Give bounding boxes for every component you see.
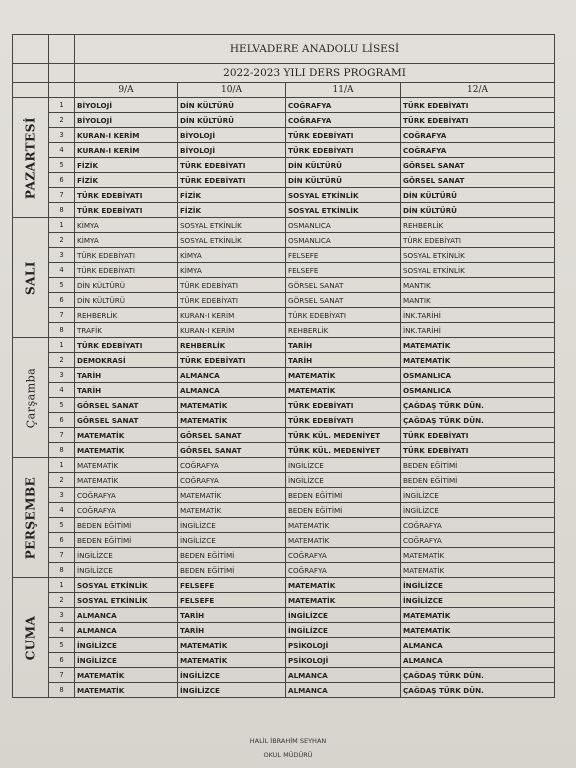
lesson-cell: TARİH <box>75 383 178 398</box>
lesson-cell: GÖRSEL SANAT <box>178 443 286 458</box>
lesson-row <box>13 203 555 218</box>
lesson-cell: SOSYAL ETKİNLİK <box>286 188 401 203</box>
period-number: 1 <box>49 578 75 593</box>
lesson-cell: TÜRK EDEBİYATI <box>286 413 401 428</box>
lesson-cell: SOSYAL ETKİNLİK <box>75 578 178 593</box>
period-number: 6 <box>49 413 75 428</box>
lesson-row <box>13 218 555 233</box>
lesson-cell: REHBERLİK <box>178 338 286 353</box>
lesson-cell: COĞRAFYA <box>286 98 401 113</box>
lesson-cell: İNGİLİZCE <box>75 548 178 563</box>
lesson-cell: PSİKOLOJİ <box>286 638 401 653</box>
lesson-cell: BEDEN EĞİTİMİ <box>401 473 555 488</box>
period-number: 6 <box>49 173 75 188</box>
lesson-row <box>13 323 555 338</box>
lesson-cell: BEDEN EĞİTİMİ <box>286 488 401 503</box>
lesson-cell: MATEMATİK <box>286 518 401 533</box>
lesson-row <box>13 458 555 473</box>
lesson-cell: MATEMATİK <box>178 398 286 413</box>
lesson-cell: MATEMATİK <box>178 653 286 668</box>
lesson-cell: REHBERLİK <box>286 323 401 338</box>
day-label-cell <box>13 338 49 458</box>
lesson-cell: TÜRK EDEBİYATI <box>401 98 555 113</box>
period-number: 6 <box>49 653 75 668</box>
period-number: 8 <box>49 563 75 578</box>
lesson-cell: SOSYAL ETKİNLİK <box>178 218 286 233</box>
lesson-cell: COĞRAFYA <box>75 503 178 518</box>
timetable-sheet <box>12 34 554 698</box>
lesson-row <box>13 158 555 173</box>
lesson-row <box>13 293 555 308</box>
class-header: 10/A <box>178 83 286 98</box>
period-number: 2 <box>49 113 75 128</box>
lesson-cell: TÜRK EDEBİYATI <box>75 248 178 263</box>
lesson-cell: TARİH <box>75 368 178 383</box>
lesson-row <box>13 188 555 203</box>
lesson-cell: ÇAĞDAŞ TÜRK DÜN. <box>401 398 555 413</box>
lesson-row <box>13 548 555 563</box>
lesson-row <box>13 428 555 443</box>
lesson-cell: TARİH <box>286 338 401 353</box>
school-name: HELVADERE ANADOLU LİSESİ <box>75 35 555 64</box>
lesson-cell: MATEMATİK <box>401 353 555 368</box>
lesson-cell: DİN KÜLTÜRÜ <box>178 113 286 128</box>
lesson-cell: MATEMATİK <box>286 578 401 593</box>
lesson-cell: FELSEFE <box>178 593 286 608</box>
lesson-cell: İNGİLİZCE <box>401 488 555 503</box>
period-number: 1 <box>49 338 75 353</box>
lesson-cell: COĞRAFYA <box>401 128 555 143</box>
period-number: 7 <box>49 668 75 683</box>
lesson-cell: ALMANCA <box>401 653 555 668</box>
period-number: 5 <box>49 398 75 413</box>
day-name: SALI <box>23 260 37 295</box>
day-name: PAZARTESİ <box>23 116 37 199</box>
period-number: 8 <box>49 323 75 338</box>
lesson-cell: TÜRK EDEBİYATI <box>286 128 401 143</box>
lesson-cell: ÇAĞDAŞ TÜRK DÜN. <box>401 683 555 698</box>
lesson-cell: SOSYAL ETKİNLİK <box>401 263 555 278</box>
lesson-row <box>13 98 555 113</box>
lesson-row <box>13 128 555 143</box>
lesson-cell: SOSYAL ETKİNLİK <box>286 203 401 218</box>
lesson-row <box>13 413 555 428</box>
lesson-cell: PSİKOLOJİ <box>286 653 401 668</box>
day-name: Çarşamba <box>24 367 37 428</box>
period-number: 6 <box>49 293 75 308</box>
lesson-cell: TÜRK EDEBİYATI <box>178 278 286 293</box>
lesson-cell: TÜRK EDEBİYATI <box>401 113 555 128</box>
lesson-cell: DİN KÜLTÜRÜ <box>401 203 555 218</box>
lesson-cell: GÖRSEL SANAT <box>178 428 286 443</box>
lesson-cell: BİYOLOJİ <box>178 128 286 143</box>
period-number: 3 <box>49 608 75 623</box>
class-header: 12/A <box>401 83 555 98</box>
lesson-cell: BEDEN EĞİTİMİ <box>75 533 178 548</box>
timetable <box>12 34 555 698</box>
lesson-cell: TÜRK EDEBİYATI <box>401 443 555 458</box>
lesson-cell: MATEMATİK <box>178 488 286 503</box>
lesson-cell: FİZİK <box>75 158 178 173</box>
lesson-cell: KİMYA <box>75 233 178 248</box>
period-number: 1 <box>49 98 75 113</box>
lesson-row <box>13 368 555 383</box>
lesson-cell: MATEMATİK <box>286 383 401 398</box>
lesson-cell: MATEMATİK <box>286 593 401 608</box>
lesson-cell: ALMANCA <box>75 623 178 638</box>
lesson-cell: İNK.TARİHİ <box>401 323 555 338</box>
lesson-cell: GÖRSEL SANAT <box>286 278 401 293</box>
period-number: 5 <box>49 158 75 173</box>
lesson-cell: İNGİLİZCE <box>75 653 178 668</box>
period-number: 3 <box>49 488 75 503</box>
period-number: 1 <box>49 458 75 473</box>
lesson-cell: MATEMATİK <box>75 443 178 458</box>
lesson-cell: BEDEN EĞİTİMİ <box>75 518 178 533</box>
lesson-cell: OSMANLICA <box>401 383 555 398</box>
period-number: 4 <box>49 383 75 398</box>
lesson-cell: FİZİK <box>178 203 286 218</box>
lesson-cell: TÜRK EDEBİYATI <box>178 158 286 173</box>
lesson-cell: TÜRK EDEBİYATI <box>286 308 401 323</box>
lesson-cell: TÜRK EDEBİYATI <box>401 428 555 443</box>
lesson-row <box>13 233 555 248</box>
lesson-cell: MANTIK <box>401 278 555 293</box>
lesson-row <box>13 383 555 398</box>
lesson-row <box>13 653 555 668</box>
day-label-cell <box>13 578 49 698</box>
lesson-cell: BİYOLOJİ <box>75 98 178 113</box>
class-header: 11/A <box>286 83 401 98</box>
lesson-cell: COĞRAFYA <box>178 458 286 473</box>
lesson-cell: OSMANLICA <box>401 368 555 383</box>
lesson-row <box>13 308 555 323</box>
lesson-row <box>13 623 555 638</box>
lesson-row <box>13 473 555 488</box>
lesson-cell: TÜRK EDEBİYATI <box>178 353 286 368</box>
lesson-cell: KİMYA <box>75 218 178 233</box>
lesson-row <box>13 113 555 128</box>
lesson-cell: MATEMATİK <box>401 623 555 638</box>
lesson-cell: COĞRAFYA <box>75 488 178 503</box>
lesson-cell: FİZİK <box>75 173 178 188</box>
lesson-row <box>13 668 555 683</box>
lesson-cell: MATEMATİK <box>75 473 178 488</box>
lesson-cell: DİN KÜLTÜRÜ <box>286 173 401 188</box>
lesson-row <box>13 608 555 623</box>
lesson-cell: TÜRK EDEBİYATI <box>286 143 401 158</box>
period-number: 8 <box>49 203 75 218</box>
lesson-cell: FİZİK <box>178 188 286 203</box>
period-number: 6 <box>49 533 75 548</box>
lesson-cell: DİN KÜLTÜRÜ <box>401 188 555 203</box>
lesson-cell: MATEMATİK <box>178 638 286 653</box>
period-number: 4 <box>49 623 75 638</box>
lesson-cell: TÜRK EDEBİYATI <box>75 188 178 203</box>
lesson-cell: GÖRSEL SANAT <box>286 293 401 308</box>
lesson-cell: COĞRAFYA <box>178 473 286 488</box>
lesson-cell: ALMANCA <box>75 608 178 623</box>
header-corner-cell <box>49 35 75 64</box>
lesson-cell: İNGİLİZCE <box>286 458 401 473</box>
lesson-cell: İNGİLİZCE <box>286 473 401 488</box>
lesson-cell: COĞRAFYA <box>401 143 555 158</box>
lesson-cell: TÜRK EDEBİYATI <box>75 263 178 278</box>
lesson-cell: ALMANCA <box>286 668 401 683</box>
lesson-row <box>13 248 555 263</box>
period-number: 7 <box>49 548 75 563</box>
lesson-cell: BİYOLOJİ <box>75 113 178 128</box>
lesson-cell: COĞRAFYA <box>401 533 555 548</box>
lesson-cell: COĞRAFYA <box>286 113 401 128</box>
header-corner-cell <box>13 35 49 64</box>
lesson-cell: TARİH <box>178 623 286 638</box>
lesson-row <box>13 533 555 548</box>
lesson-cell: ALMANCA <box>178 368 286 383</box>
lesson-cell: İNGİLİZCE <box>401 503 555 518</box>
day-label-cell <box>13 458 49 578</box>
lesson-row <box>13 488 555 503</box>
lesson-cell: BEDEN EĞİTİMİ <box>401 458 555 473</box>
lesson-cell: DİN KÜLTÜRÜ <box>286 158 401 173</box>
lesson-cell: İNK.TARİHİ <box>401 308 555 323</box>
lesson-cell: GÖRSEL SANAT <box>75 398 178 413</box>
lesson-row <box>13 638 555 653</box>
day-name: PERŞEMBE <box>23 476 37 559</box>
lesson-cell: TÜRK EDEBİYATI <box>75 203 178 218</box>
period-number: 8 <box>49 443 75 458</box>
lesson-cell: İNGİLİZCE <box>178 533 286 548</box>
lesson-row <box>13 443 555 458</box>
lesson-row <box>13 518 555 533</box>
lesson-cell: ÇAĞDAŞ TÜRK DÜN. <box>401 668 555 683</box>
lesson-row <box>13 143 555 158</box>
program-title: 2022-2023 YILI DERS PROGRAMI <box>75 64 555 83</box>
lesson-cell: SOSYAL ETKİNLİK <box>178 233 286 248</box>
lesson-cell: SOSYAL ETKİNLİK <box>401 248 555 263</box>
day-label-cell <box>13 98 49 218</box>
lesson-cell: İNGİLİZCE <box>75 638 178 653</box>
lesson-cell: OSMANLICA <box>286 218 401 233</box>
lesson-cell: MATEMATİK <box>75 428 178 443</box>
day-label-cell <box>13 218 49 338</box>
lesson-cell: ALMANCA <box>401 638 555 653</box>
lesson-cell: TÜRK KÜL. MEDENİYET <box>286 443 401 458</box>
lesson-cell: MATEMATİK <box>75 683 178 698</box>
lesson-cell: MATEMATİK <box>75 458 178 473</box>
header-corner-cell <box>13 83 49 98</box>
lesson-cell: TRAFİK <box>75 323 178 338</box>
lesson-cell: KURAN-I KERİM <box>178 308 286 323</box>
lesson-cell: MATEMATİK <box>286 368 401 383</box>
period-number: 4 <box>49 143 75 158</box>
period-number: 5 <box>49 278 75 293</box>
lesson-cell: DİN KÜLTÜRÜ <box>75 278 178 293</box>
lesson-row <box>13 593 555 608</box>
lesson-cell: KURAN-I KERİM <box>178 323 286 338</box>
lesson-row <box>13 503 555 518</box>
lesson-cell: KURAN-I KERİM <box>75 143 178 158</box>
period-number: 3 <box>49 368 75 383</box>
lesson-cell: DİN KÜLTÜRÜ <box>178 98 286 113</box>
lesson-cell: MATEMATİK <box>286 533 401 548</box>
lesson-cell: TARİH <box>178 608 286 623</box>
period-number: 7 <box>49 308 75 323</box>
lesson-cell: MANTIK <box>401 293 555 308</box>
lesson-cell: KİMYA <box>178 263 286 278</box>
lesson-cell: SOSYAL ETKİNLİK <box>75 593 178 608</box>
lesson-cell: COĞRAFYA <box>401 518 555 533</box>
period-number: 7 <box>49 428 75 443</box>
lesson-cell: İNGİLİZCE <box>178 668 286 683</box>
lesson-cell: MATEMATİK <box>178 503 286 518</box>
lesson-row <box>13 173 555 188</box>
lesson-cell: DİN KÜLTÜRÜ <box>75 293 178 308</box>
lesson-cell: FELSEFE <box>286 263 401 278</box>
lesson-cell: MATEMATİK <box>401 608 555 623</box>
lesson-cell: İNGİLİZCE <box>286 623 401 638</box>
period-number: 1 <box>49 218 75 233</box>
header-corner-cell <box>49 83 75 98</box>
lesson-cell: COĞRAFYA <box>286 548 401 563</box>
lesson-cell: İNGİLİZCE <box>178 683 286 698</box>
lesson-row <box>13 353 555 368</box>
period-number: 2 <box>49 233 75 248</box>
period-number: 2 <box>49 473 75 488</box>
period-number: 5 <box>49 638 75 653</box>
principal-title: OKUL MÜDÜRÜ <box>263 751 313 759</box>
lesson-row <box>13 563 555 578</box>
lesson-cell: TÜRK EDEBİYATI <box>75 338 178 353</box>
lesson-cell: TÜRK EDEBİYATI <box>286 398 401 413</box>
lesson-cell: MATEMATİK <box>401 563 555 578</box>
lesson-cell: KİMYA <box>178 248 286 263</box>
lesson-row <box>13 338 555 353</box>
lesson-cell: MATEMATİK <box>178 413 286 428</box>
lesson-cell: İNGİLİZCE <box>401 593 555 608</box>
period-number: 5 <box>49 518 75 533</box>
header-corner-cell <box>13 64 49 83</box>
lesson-cell: TARİH <box>286 353 401 368</box>
lesson-cell: FELSEFE <box>286 248 401 263</box>
period-number: 2 <box>49 353 75 368</box>
lesson-row <box>13 278 555 293</box>
period-number: 3 <box>49 128 75 143</box>
lesson-cell: MATEMATİK <box>401 548 555 563</box>
lesson-cell: ALMANCA <box>286 683 401 698</box>
period-number: 3 <box>49 248 75 263</box>
lesson-cell: COĞRAFYA <box>286 563 401 578</box>
lesson-cell: GÖRSEL SANAT <box>401 173 555 188</box>
lesson-cell: REHBERLİK <box>75 308 178 323</box>
lesson-row <box>13 578 555 593</box>
period-number: 7 <box>49 188 75 203</box>
lesson-cell: BİYOLOJİ <box>178 143 286 158</box>
class-header: 9/A <box>75 83 178 98</box>
lesson-cell: FELSEFE <box>178 578 286 593</box>
period-number: 4 <box>49 503 75 518</box>
lesson-cell: MATEMATİK <box>401 338 555 353</box>
lesson-cell: BEDEN EĞİTİMİ <box>286 503 401 518</box>
period-number: 2 <box>49 593 75 608</box>
lesson-cell: MATEMATİK <box>75 668 178 683</box>
lesson-row <box>13 398 555 413</box>
period-number: 8 <box>49 683 75 698</box>
lesson-cell: İNGİLİZCE <box>178 518 286 533</box>
lesson-cell: DEMOKRASİ <box>75 353 178 368</box>
lesson-cell: TÜRK KÜL. MEDENİYET <box>286 428 401 443</box>
lesson-row <box>13 263 555 278</box>
lesson-cell: BEDEN EĞİTİMİ <box>178 563 286 578</box>
lesson-cell: ÇAĞDAŞ TÜRK DÜN. <box>401 413 555 428</box>
lesson-cell: İNGİLİZCE <box>401 578 555 593</box>
header-corner-cell <box>49 64 75 83</box>
lesson-cell: KURAN-I KERİM <box>75 128 178 143</box>
lesson-row <box>13 683 555 698</box>
lesson-cell: TÜRK EDEBİYATI <box>178 173 286 188</box>
lesson-cell: İNGİLİZCE <box>286 608 401 623</box>
period-number: 4 <box>49 263 75 278</box>
principal-name: HALİL İBRAHİM SEYHAN <box>249 737 327 745</box>
lesson-cell: GÖRSEL SANAT <box>75 413 178 428</box>
lesson-cell: GÖRSEL SANAT <box>401 158 555 173</box>
lesson-cell: BEDEN EĞİTİMİ <box>178 548 286 563</box>
lesson-cell: TÜRK EDEBİYATI <box>401 233 555 248</box>
lesson-cell: REHBERLİK <box>401 218 555 233</box>
lesson-cell: OSMANLICA <box>286 233 401 248</box>
lesson-cell: ALMANCA <box>178 383 286 398</box>
lesson-cell: TÜRK EDEBİYATI <box>178 293 286 308</box>
day-name: CUMA <box>23 615 37 660</box>
lesson-cell: İNGİLİZCE <box>75 563 178 578</box>
